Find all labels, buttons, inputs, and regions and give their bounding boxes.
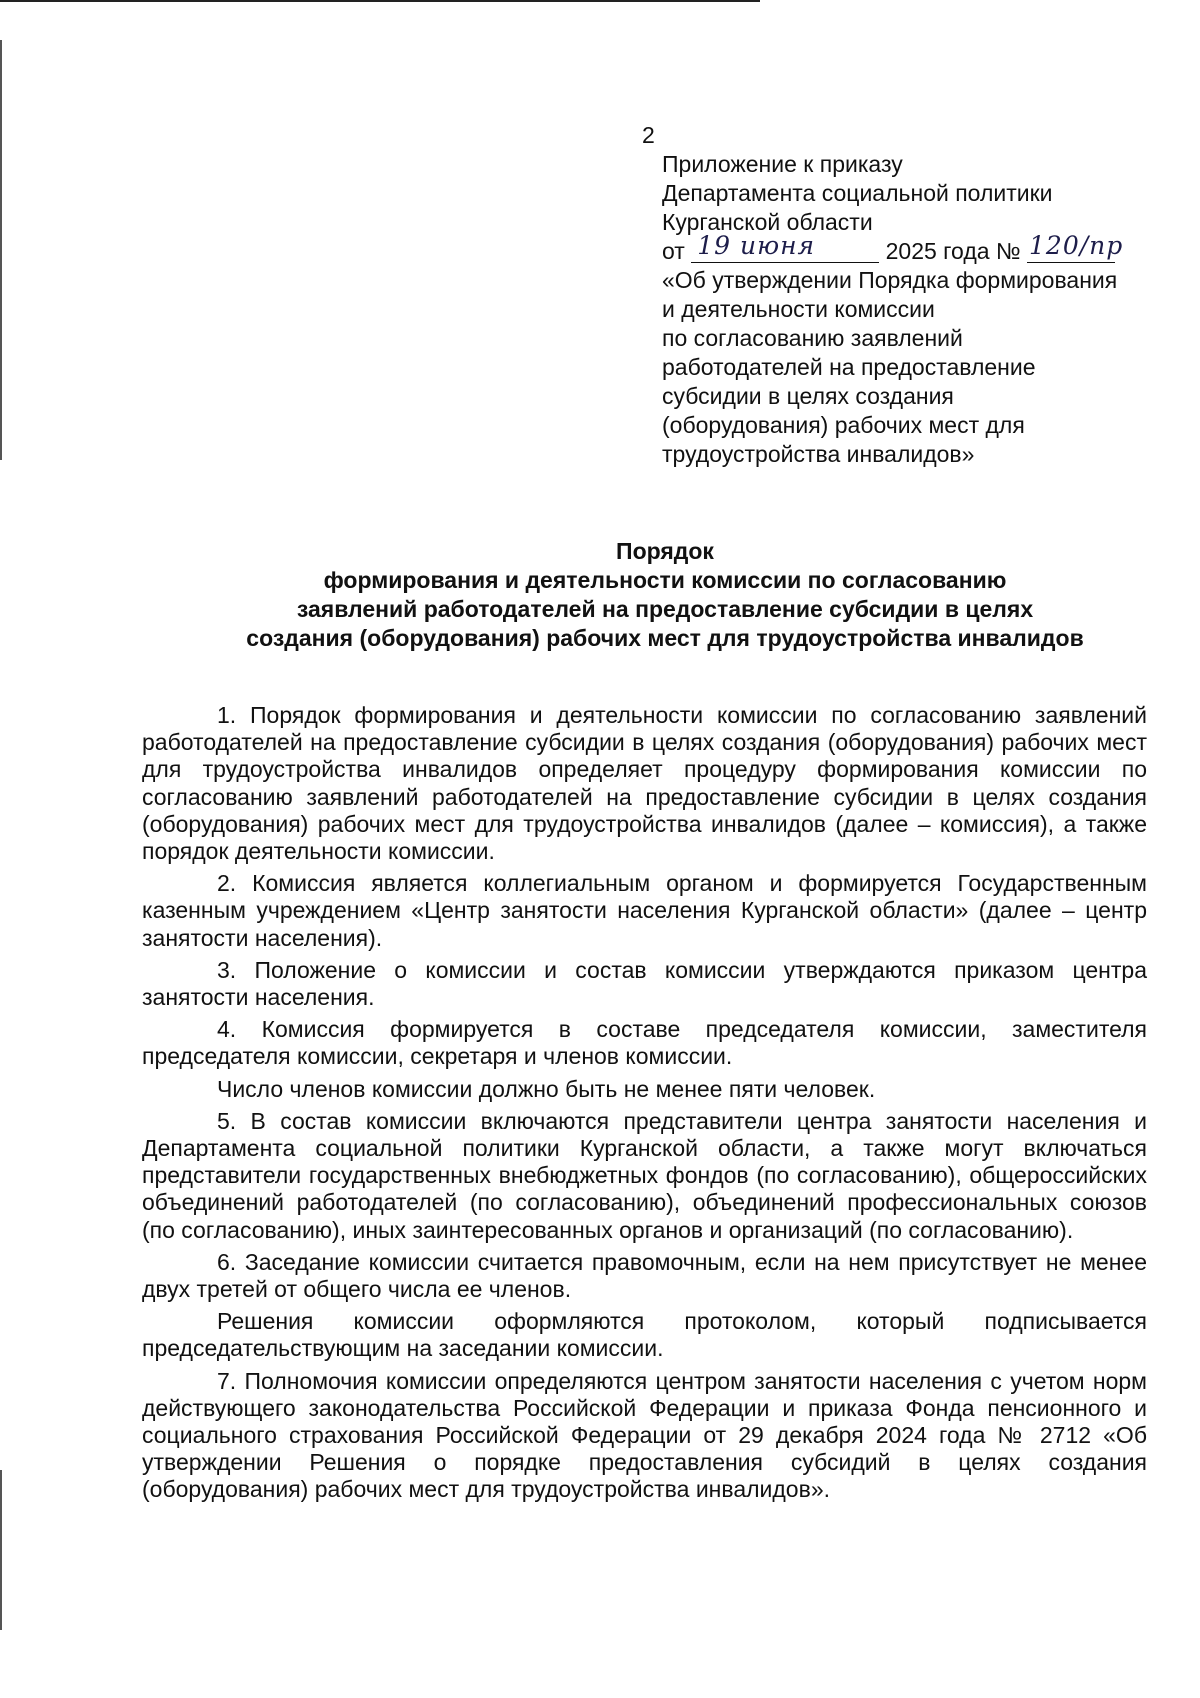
paragraph-6-decisions: Решения комиссии оформляются протоколом, который подписывается председательствующим на заседании комиссии. — [142, 1308, 1147, 1362]
order-title-line: «Об утверждении Порядка формирования — [662, 267, 1118, 293]
number-field — [1027, 231, 1124, 263]
paragraph-7: 7. Полномочия комиссии определяются центром занятости населения с учетом норм действующего законодательства Российской Федерации и приказа Фонда пенсионного и социального страхования Российской Федерации от 29 декабря 2024 года № 2712 «Об утверждении Решения о порядке предоставления субсидий в целях создания (оборудования) рабочих мест для трудоустройства инвалидов». — [142, 1367, 1147, 1503]
title-line: создания (оборудования) рабочих мест для трудоустройства инвалидов — [246, 625, 1084, 651]
paragraph-4: 4. Комиссия формируется в составе председателя комиссии, заместителя председателя комиссии, секретаря и членов комиссии. — [142, 1016, 1147, 1070]
paragraph-4-members: Число членов комиссии должно быть не менее пяти человек. — [217, 1075, 876, 1102]
order-title-line: (оборудования) рабочих мест для — [662, 412, 1025, 438]
order-title-line: по согласованию заявлений — [662, 325, 963, 351]
scan-border-left — [0, 40, 2, 460]
paragraph-3: 3. Положение о комиссии и состав комиссии утверждаются приказом центра занятости населения. — [142, 956, 1147, 1011]
appendix-line: Курганской области — [662, 209, 873, 235]
order-title-line: трудоустройства инвалидов» — [662, 441, 975, 467]
year-text: 2025 года № — [885, 238, 1021, 264]
handwritten-date: 19 июня — [697, 231, 816, 260]
paragraph-2: 2. Комиссия является коллегиальным органом и формируется Государственным казенным учреждением «Центр занятости населения Курганской области» (далее – центр занятости населения). — [142, 870, 1147, 951]
paragraph-1: 1. Порядок формирования и деятельности комиссии по согласованию заявлений работодателей на предоставление субсидии в целях создания (оборудования) рабочих мест для трудоустройства инвалидов определяет процедуру формирования комиссии по согласованию заявлений работодателей на предоставление субсидии в целях создания (оборудования) рабочих мест для трудоустройства инвалидов (далее – комиссия), а также порядок деятельности комиссии. — [142, 702, 1147, 865]
appendix-date-line — [662, 231, 1182, 266]
order-title-line: и деятельности комиссии — [662, 296, 935, 322]
title-line: Порядок — [616, 538, 714, 564]
order-title-line: субсидии в целях создания — [662, 383, 954, 409]
paragraph-5: 5. В состав комиссии включаются представители центра занятости населения и Департамента социальной политики Курганской области, а также могут включаться представители государственных внебюджетных фондов (по согласованию), общероссийских объединений работодателей (по согласованию), объединений профессиональных союзов (по согласованию), иных заинтересованных органов и организаций (по согласованию). — [142, 1107, 1147, 1243]
date-prefix: от — [662, 238, 685, 264]
document-title — [150, 537, 1180, 653]
date-field — [691, 231, 879, 263]
title-line: формирования и деятельности комиссии по согласованию — [323, 567, 1007, 593]
page-number: 2 — [642, 122, 655, 148]
document-body — [142, 702, 1147, 1509]
title-line: заявлений работодателей на предоставление субсидии в целях — [296, 596, 1034, 622]
paragraph-6: 6. Заседание комиссии считается правомочным, если на нем присутствует не менее двух третей от общего числа ее членов. — [142, 1248, 1147, 1303]
appendix-line: Приложение к приказу — [662, 151, 903, 177]
appendix-block — [662, 150, 1182, 469]
scan-border-top — [0, 0, 760, 2]
handwritten-number: 120/пр — [1029, 231, 1124, 260]
appendix-line: Департамента социальной политики — [662, 180, 1053, 206]
order-title-line: работодателей на предоставление — [662, 354, 1036, 380]
scan-border-left-lower — [0, 1470, 2, 1630]
